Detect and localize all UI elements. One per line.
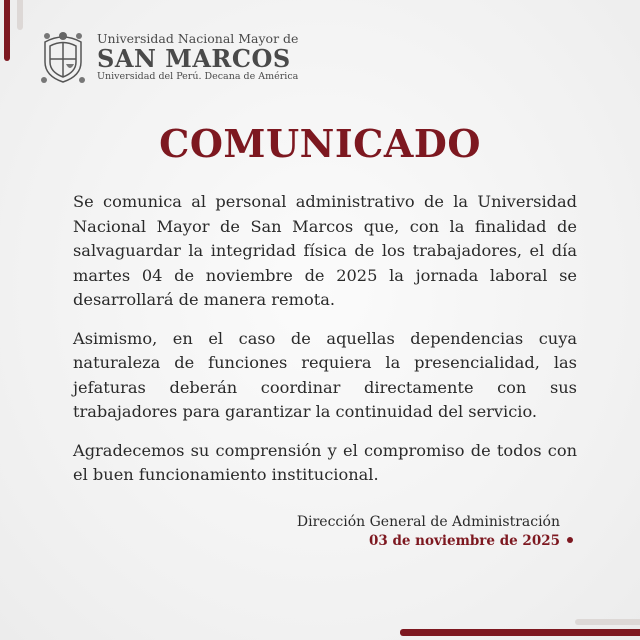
logo-line-2: SAN MARCOS bbox=[97, 43, 291, 73]
signature bbox=[297, 513, 560, 551]
paragraph: Agradecemos su comprensión y el compromiso de todos con el buen funcionamiento institucional. bbox=[73, 440, 577, 484]
logo-line-3: Universidad del Perú. Decana de América bbox=[97, 70, 299, 82]
university-logo bbox=[37, 28, 298, 86]
logo-line-1: Universidad Nacional Mayor de bbox=[97, 31, 299, 46]
decorative-bar-top-gray bbox=[17, 0, 23, 30]
announcement-body bbox=[73, 190, 577, 502]
signature-office: Dirección General de Administración bbox=[296, 514, 560, 530]
signature-date: 03 de noviembre de 2025 bbox=[368, 533, 560, 549]
university-seal-icon bbox=[37, 28, 89, 86]
decorative-bar-bottom-gray bbox=[575, 619, 640, 625]
bullet-dot-icon bbox=[567, 537, 573, 543]
decorative-bar-bottom-red bbox=[400, 629, 640, 636]
page-title: COMUNICADO bbox=[159, 121, 481, 166]
paragraph: Se comunica al personal administrativo de la Universidad Nacional Mayor de San Marcos que, con la finalidad de salvaguardar la integridad física de los trabajadores, el día martes 04 de noviembre de 2025 la jornada laboral se desarrollará de manera remota. bbox=[73, 192, 577, 309]
paragraph: Asimismo, en el caso de aquellas dependencias cuya naturaleza de funciones requiera la presencialidad, las jefaturas deberán coordinar directamente con sus trabajadores para garantizar la continuidad del servicio. bbox=[73, 328, 577, 421]
decorative-bar-top-red bbox=[4, 0, 10, 61]
